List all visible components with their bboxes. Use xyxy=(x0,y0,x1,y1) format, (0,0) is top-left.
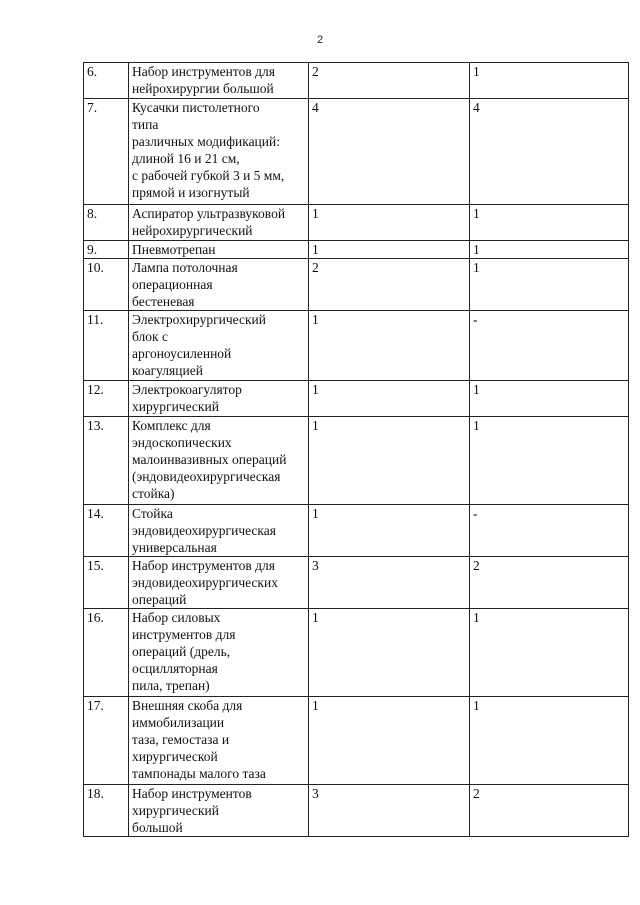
item-name: Набор инструментов для эндовидеохирургических операций xyxy=(129,557,309,609)
quantity-col1: 3 xyxy=(309,785,470,837)
quantity-col1: 1 xyxy=(309,381,470,417)
equipment-table xyxy=(83,62,629,837)
quantity-col1: 1 xyxy=(309,205,470,241)
row-number: 14. xyxy=(84,505,129,557)
quantity-col2: - xyxy=(470,505,629,557)
item-name: Лампа потолочная операционная бестеневая xyxy=(129,259,309,311)
quantity-col2: 1 xyxy=(470,697,629,785)
item-name: Аспиратор ультразвуковой нейрохирургический xyxy=(129,205,309,241)
row-number: 12. xyxy=(84,381,129,417)
quantity-col1: 1 xyxy=(309,311,470,381)
table-row xyxy=(84,99,629,205)
page-number: 2 xyxy=(316,34,324,46)
quantity-col1: 1 xyxy=(309,241,470,259)
quantity-col2: 2 xyxy=(470,557,629,609)
table-row xyxy=(84,785,629,837)
item-name: Внешняя скоба для иммобилизации таза, гемостаза и хирургической тампонады малого таза xyxy=(129,697,309,785)
item-name: Электрохирургический блок с аргоноусиленной коагуляцией xyxy=(129,311,309,381)
table-row xyxy=(84,63,629,99)
table-row xyxy=(84,609,629,697)
table-row xyxy=(84,505,629,557)
item-name: Электрокоагулятор хирургический xyxy=(129,381,309,417)
row-number: 9. xyxy=(84,241,129,259)
quantity-col1: 1 xyxy=(309,417,470,505)
quantity-col2: 1 xyxy=(470,205,629,241)
table-row xyxy=(84,697,629,785)
table-row xyxy=(84,241,629,259)
quantity-col1: 1 xyxy=(309,609,470,697)
quantity-col1: 4 xyxy=(309,99,470,205)
row-number: 17. xyxy=(84,697,129,785)
row-number: 10. xyxy=(84,259,129,311)
quantity-col2: 1 xyxy=(470,417,629,505)
quantity-col1: 2 xyxy=(309,63,470,99)
quantity-col2: 1 xyxy=(470,381,629,417)
quantity-col1: 1 xyxy=(309,697,470,785)
table-row xyxy=(84,205,629,241)
quantity-col2: 2 xyxy=(470,785,629,837)
table-row xyxy=(84,417,629,505)
row-number: 11. xyxy=(84,311,129,381)
quantity-col2: 4 xyxy=(470,99,629,205)
quantity-col1: 2 xyxy=(309,259,470,311)
row-number: 15. xyxy=(84,557,129,609)
row-number: 6. xyxy=(84,63,129,99)
table-row xyxy=(84,381,629,417)
table-row xyxy=(84,259,629,311)
item-name: Стойка эндовидеохирургическая универсальная xyxy=(129,505,309,557)
item-name: Набор силовых инструментов для операций (дрель, осцилляторная пила, трепан) xyxy=(129,609,309,697)
quantity-col2: 1 xyxy=(470,63,629,99)
row-number: 16. xyxy=(84,609,129,697)
quantity-col1: 3 xyxy=(309,557,470,609)
quantity-col2: - xyxy=(470,311,629,381)
item-name: Пневмотрепан xyxy=(129,241,309,259)
item-name: Комплекс для эндоскопических малоинвазивных операций (эндовидеохирургическая стойка) xyxy=(129,417,309,505)
item-name: Кусачки пистолетного типа различных модификаций: длиной 16 и 21 см, с рабочей губкой 3 и 5 мм, прямой и изогнутый xyxy=(129,99,309,205)
row-number: 7. xyxy=(84,99,129,205)
row-number: 8. xyxy=(84,205,129,241)
table-row xyxy=(84,557,629,609)
row-number: 13. xyxy=(84,417,129,505)
item-name: Набор инструментов для нейрохирургии большой xyxy=(129,63,309,99)
item-name: Набор инструментов хирургический большой xyxy=(129,785,309,837)
quantity-col2: 1 xyxy=(470,609,629,697)
quantity-col1: 1 xyxy=(309,505,470,557)
row-number: 18. xyxy=(84,785,129,837)
quantity-col2: 1 xyxy=(470,241,629,259)
table-row xyxy=(84,311,629,381)
quantity-col2: 1 xyxy=(470,259,629,311)
